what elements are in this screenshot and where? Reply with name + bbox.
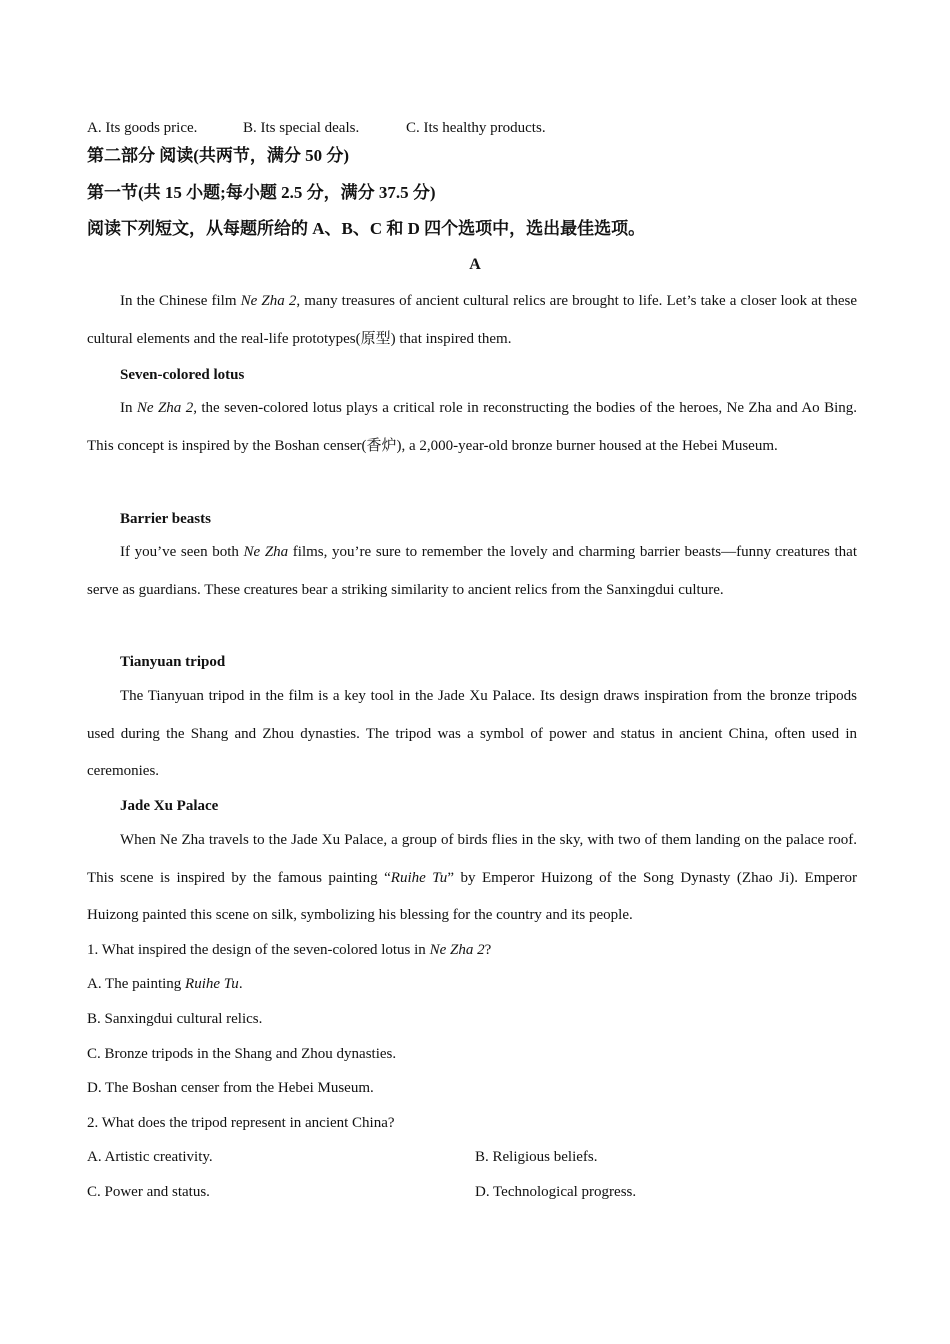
tripod-heading: Tianyuan tripod bbox=[120, 654, 226, 670]
section-title: 第二部分 阅读(共两节，满分 50 分) bbox=[87, 146, 350, 165]
q2-option-c[interactable]: C. Power and status. bbox=[87, 1184, 210, 1200]
q1-option-a[interactable]: A. The painting Ruihe Tu. bbox=[87, 976, 243, 992]
q1-option-d[interactable]: D. The Boshan censer from the Hebei Museum. bbox=[87, 1080, 374, 1096]
prev-option-c[interactable]: C. Its healthy products. bbox=[406, 120, 546, 136]
palace-heading: Jade Xu Palace bbox=[120, 798, 219, 814]
prev-option-b[interactable]: B. Its special deals. bbox=[243, 120, 360, 136]
tripod-paragraph: The Tianyuan tripod in the film is a key tool in the Jade Xu Palace. Its design draws inspiration from the bronze tripods used during the Shang and Zhou dynasties. The tripod was a symbol of power and status in ancient China, often used in ceremonies. bbox=[87, 688, 857, 779]
q2-option-d[interactable]: D. Technological progress. bbox=[475, 1184, 637, 1200]
beasts-paragraph: If you’ve seen both Ne Zha films, you’re sure to remember the lovely and charming barrier beasts—funny creatures that serve as guardians. These creatures bear a striking similarity to ancient relics from the Sanxingdui culture. bbox=[87, 544, 857, 598]
q1-option-b[interactable]: B. Sanxingdui cultural relics. bbox=[87, 1011, 263, 1027]
palace-paragraph: When Ne Zha travels to the Jade Xu Palace, a group of birds flies in the sky, with two of them landing on the palace roof. This scene is inspired by the famous painting “Ruihe Tu” by Emperor Huizong of the Song Dynasty (Zhao Ji). Emperor Huizong painted this scene on silk, symbolizing his blessing for the country and its people. bbox=[87, 832, 858, 923]
q1-option-c[interactable]: C. Bronze tripods in the Shang and Zhou dynasties. bbox=[87, 1046, 397, 1062]
prev-option-a[interactable]: A. Its goods price. bbox=[87, 120, 198, 136]
instruction: 阅读下列短文，从每题所给的 A、B、C 和 D 四个选项中，选出最佳选项。 bbox=[87, 219, 646, 238]
part-title: 第一节(共 15 小题;每小题 2.5 分，满分 37.5 分) bbox=[87, 183, 436, 202]
q2-option-b[interactable]: B. Religious beliefs. bbox=[475, 1149, 598, 1165]
question-2-stem: 2. What does the tripod represent in ancient China? bbox=[87, 1115, 395, 1131]
question-1-stem: 1. What inspired the design of the seven-colored lotus in Ne Zha 2? bbox=[87, 942, 492, 958]
q2-option-a[interactable]: A. Artistic creativity. bbox=[87, 1149, 213, 1165]
lotus-paragraph: In Ne Zha 2, the seven-colored lotus plays a critical role in reconstructing the bodies of the heroes, Ne Zha and Ao Bing. This concept is inspired by the Boshan censer(香炉), a 2,000-year-old bronze burner housed at the Hebei Museum. bbox=[87, 400, 858, 454]
lotus-heading: Seven-colored lotus bbox=[120, 367, 245, 383]
passage-letter: A bbox=[469, 256, 481, 273]
beasts-heading: Barrier beasts bbox=[120, 511, 211, 527]
intro-paragraph: In the Chinese film Ne Zha 2, many treasures of ancient cultural relics are brought to life. Let’s take a closer look at these cultural elements and the real-life prototypes(原型) that inspired them. bbox=[87, 293, 857, 347]
